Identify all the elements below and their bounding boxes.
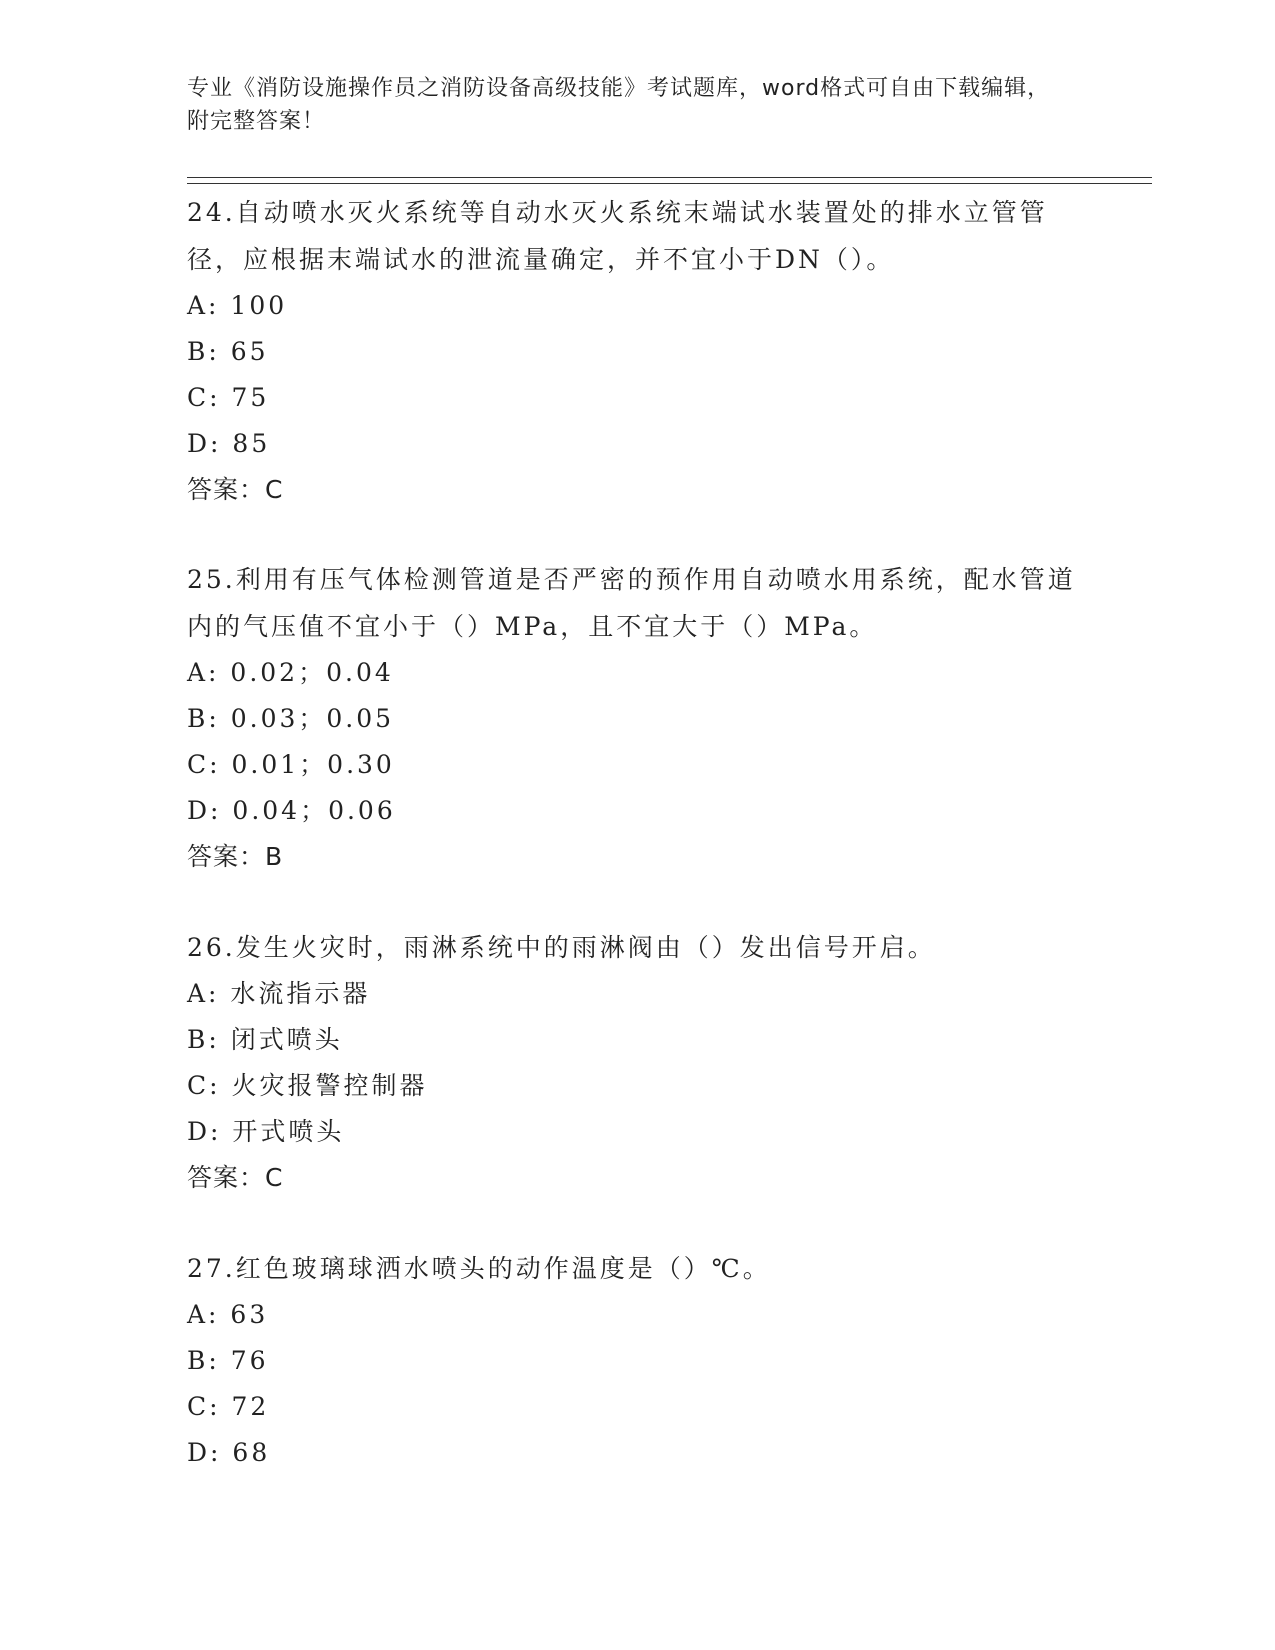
option-c: C: 75	[187, 383, 270, 412]
option-d: D: 85	[187, 429, 271, 458]
answer: 答案：C	[187, 1163, 284, 1192]
option-b: B: 65	[187, 337, 269, 366]
question-27	[187, 1245, 1087, 1476]
option-d: D: 68	[187, 1438, 271, 1467]
answer: 答案：C	[187, 475, 284, 504]
option-b: B: 0.03；0.05	[187, 704, 395, 733]
question-stem: 26.发生火灾时，雨淋系统中的雨淋阀由（）发出信号开启。	[187, 933, 936, 962]
option-a: A: 水流指示器	[187, 979, 371, 1008]
option-c: C: 0.01；0.30	[187, 750, 395, 779]
option-a: A: 0.02；0.04	[187, 658, 394, 687]
header-divider-top	[187, 177, 1152, 178]
answer: 答案：B	[187, 842, 284, 871]
option-c: C: 火灾报警控制器	[187, 1071, 428, 1100]
option-d: D: 0.04；0.06	[187, 796, 396, 825]
option-d: D: 开式喷头	[187, 1117, 345, 1146]
question-stem: 25.利用有压气体检测管道是否严密的预作用自动喷水用系统，配水管道内的气压值不宜小于（）MPa，且不宜大于（）MPa。	[187, 565, 1076, 641]
header-divider-bottom	[187, 183, 1152, 184]
question-24	[187, 189, 1087, 513]
option-a: A: 100	[187, 291, 288, 320]
option-a: A: 63	[187, 1300, 269, 1329]
question-26	[187, 924, 1087, 1201]
question-stem: 24.自动喷水灭火系统等自动水灭火系统末端试水装置处的排水立管管径，应根据末端试水的泄流量确定，并不宜小于DN（）。	[187, 198, 1048, 274]
option-c: C: 72	[187, 1392, 270, 1421]
option-b: B: 76	[187, 1346, 269, 1375]
document-header: 专业《消防设施操作员之消防设备高级技能》考试题库，word格式可自由下载编辑，附完整答案！	[187, 76, 1051, 134]
question-stem: 27.红色玻璃球洒水喷头的动作温度是（）℃。	[187, 1254, 771, 1283]
option-b: B: 闭式喷头	[187, 1025, 343, 1054]
question-25	[187, 556, 1087, 880]
